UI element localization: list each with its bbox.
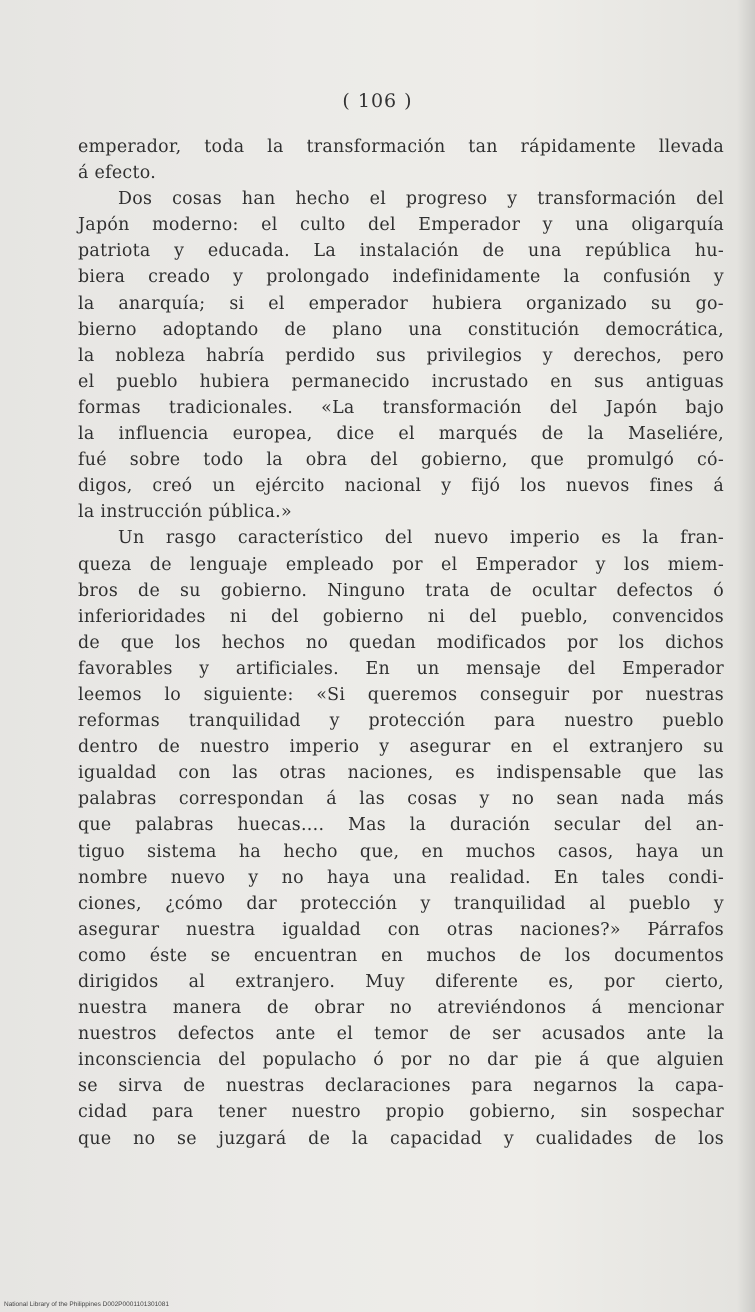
text-line: como éste se encuentran en muchos de los documentos bbox=[78, 945, 724, 966]
text-line: emperador, toda la transformación tan rápidamente llevada bbox=[78, 137, 724, 157]
text-line: palabras correspondan á las cosas y no sean nada más bbox=[78, 789, 724, 810]
body-text bbox=[78, 134, 724, 1152]
text-line: cidad para tener nuestro propio gobierno, sin sospechar bbox=[78, 1102, 724, 1123]
text-line: formas tradicionales. «La transformación del Japón bajo bbox=[78, 397, 724, 418]
text-line: tiguo sistema ha hecho que, en muchos casos, haya un bbox=[78, 841, 724, 862]
text-line: patriota y educada. La instalación de una república hu- bbox=[78, 241, 724, 262]
text-line: dirigidos al extranjero. Muy diferente es, por cierto, bbox=[78, 972, 724, 992]
text-line: nuestra manera de obrar no atreviéndonos á mencionar bbox=[78, 998, 724, 1019]
text-line: digos, creó un ejército nacional y fijó los nuevos fines á bbox=[78, 476, 724, 497]
text-line: que no se juzgará de la capacidad y cualidades de los bbox=[78, 1128, 724, 1149]
text-line: Japón moderno: el culto del Emperador y una oligarquía bbox=[78, 215, 724, 236]
text-line: dentro de nuestro imperio y asegurar en el extranjero su bbox=[78, 737, 724, 758]
text-line: á efecto. bbox=[78, 163, 157, 184]
text-line: bros de su gobierno. Ninguno trata de ocultar defectos ó bbox=[78, 580, 724, 601]
text-line: Dos cosas han hecho el progreso y transformación del bbox=[118, 189, 724, 210]
text-line: la instrucción pública.» bbox=[78, 502, 292, 523]
text-line: de que los hechos no quedan modificados por los dichos bbox=[78, 632, 724, 653]
text-line: se sirva de nuestras declaraciones para negarnos la capa- bbox=[78, 1076, 724, 1097]
text-line: que palabras huecas.... Mas la duración secular del an- bbox=[78, 815, 724, 836]
text-line: inferioridades ni del gobierno ni del pueblo, convencidos bbox=[78, 606, 724, 627]
text-line: nuestros defectos ante el temor de ser acusados ante la bbox=[78, 1024, 724, 1045]
page-number: ( 106 ) bbox=[342, 90, 413, 112]
text-line: reformas tranquilidad y protección para nuestro pueblo bbox=[78, 711, 724, 732]
text-line: asegurar nuestra igualdad con otras naciones?» Párrafos bbox=[78, 919, 724, 940]
text-line: biera creado y prolongado indefinidamente la confusión y bbox=[78, 267, 724, 288]
text-line: fué sobre todo la obra del gobierno, que promulgó có- bbox=[78, 450, 724, 471]
text-line: Un rasgo característico del nuevo imperio es la fran- bbox=[118, 528, 724, 549]
text-line: la nobleza habría perdido sus privilegios y derechos, pero bbox=[78, 345, 724, 366]
text-line: queza de lenguaje empleado por el Emperador y los miem- bbox=[78, 554, 724, 575]
footer-credit: National Library of the Philippines D002P0001101301081 bbox=[4, 1301, 170, 1308]
text-line: igualdad con las otras naciones, es indispensable que las bbox=[78, 763, 724, 784]
text-line: leemos lo siguiente: «Si queremos conseguir por nuestras bbox=[78, 684, 724, 705]
text-line: la influencia europea, dice el marqués de la Maseliére, bbox=[78, 424, 724, 445]
text-line: el pueblo hubiera permanecido incrustado en sus antiguas bbox=[78, 371, 724, 392]
text-line: inconsciencia del populacho ó por no dar pie á que alguien bbox=[78, 1050, 724, 1071]
text-line: ciones, ¿cómo dar protección y tranquilidad al pueblo y bbox=[78, 893, 724, 914]
text-line: la anarquía; si el emperador hubiera organizado su go- bbox=[78, 293, 724, 314]
text-line: bierno adoptando de plano una constitución democrática, bbox=[78, 319, 724, 340]
text-line: favorables y artificiales. En un mensaje del Emperador bbox=[78, 658, 724, 679]
page-edge-shadow bbox=[737, 0, 755, 1312]
text-line: nombre nuevo y no haya una realidad. En tales condi- bbox=[78, 867, 724, 888]
